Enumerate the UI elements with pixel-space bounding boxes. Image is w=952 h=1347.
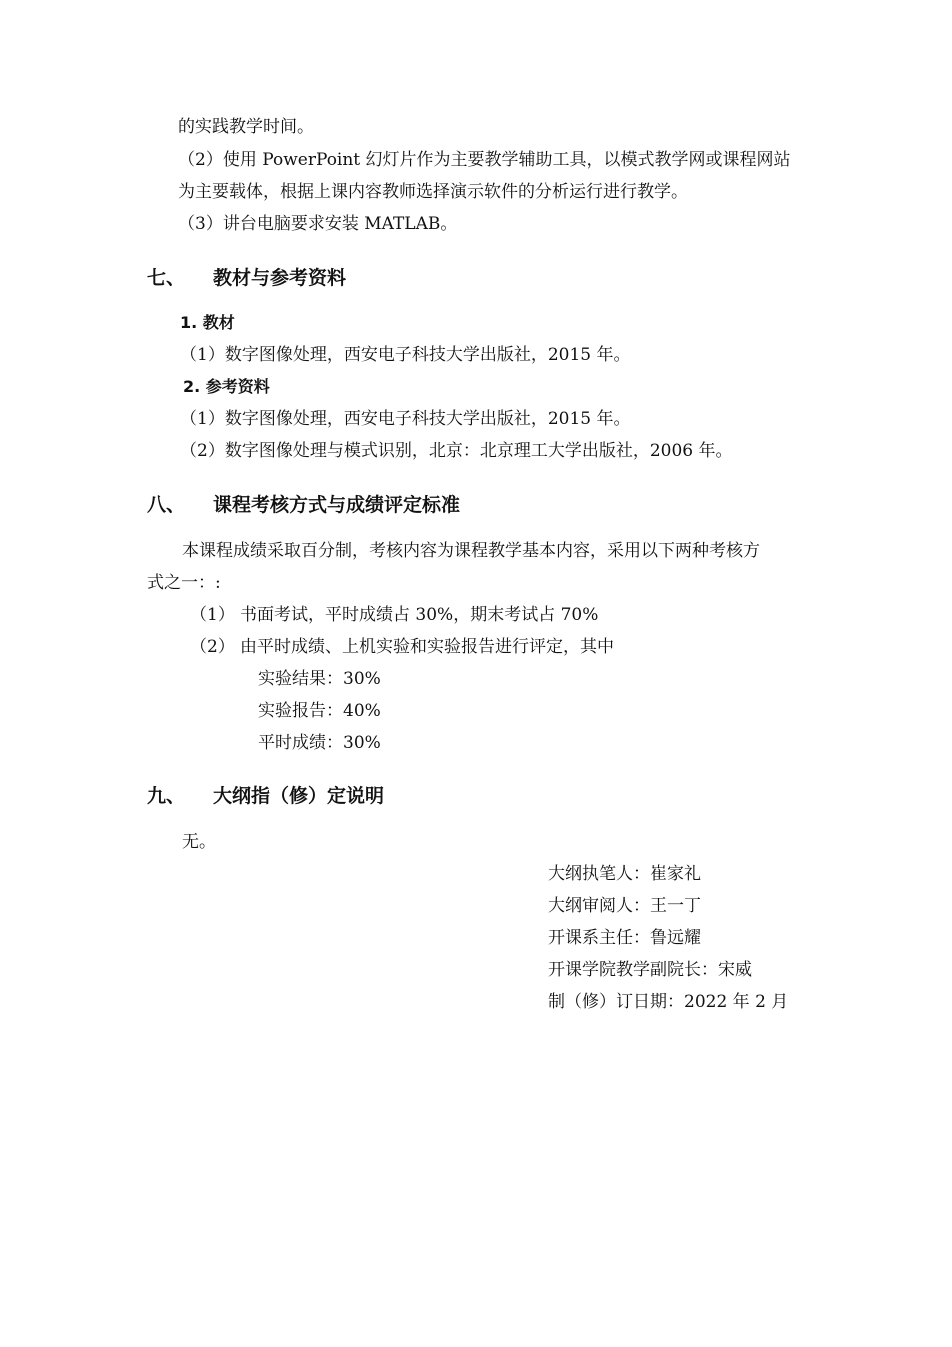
signature-line: 大纲执笔人：崔家礼 bbox=[548, 864, 701, 884]
subsection-heading: 1. 教材 bbox=[180, 313, 235, 332]
reference-item: （1）数字图像处理，西安电子科技大学出版社，2015 年。 bbox=[180, 409, 631, 429]
section-number: 九、 bbox=[147, 785, 186, 807]
section-heading-7 bbox=[147, 266, 346, 290]
paragraph-line: 为主要载体，根据上课内容教师选择演示软件的分析运行进行教学。 bbox=[178, 182, 688, 202]
assessment-item bbox=[190, 604, 598, 626]
grade-breakdown-line: 实验结果：30% bbox=[258, 669, 381, 689]
section-number: 八、 bbox=[147, 494, 186, 516]
section-body: 无。 bbox=[182, 832, 216, 852]
section-heading-9 bbox=[147, 784, 384, 808]
paragraph-line: （3）讲台电脑要求安装 MATLAB。 bbox=[178, 214, 458, 234]
signature-line: 开课学院教学副院长：宋威 bbox=[548, 960, 752, 980]
section-number: 七、 bbox=[147, 267, 186, 289]
grade-breakdown-line: 实验报告：40% bbox=[258, 701, 381, 721]
section-title: 大纲指（修）定说明 bbox=[213, 785, 385, 807]
section-title: 教材与参考资料 bbox=[213, 267, 347, 289]
section-title: 课程考核方式与成绩评定标准 bbox=[213, 494, 461, 516]
grade-breakdown-line: 平时成绩：30% bbox=[258, 733, 381, 753]
item-number: （1） bbox=[190, 605, 235, 625]
item-text: 书面考试，平时成绩占 30%，期末考试占 70% bbox=[240, 605, 599, 625]
paragraph-line: 式之一：: bbox=[147, 573, 221, 593]
reference-item: （1）数字图像处理，西安电子科技大学出版社，2015 年。 bbox=[180, 345, 631, 365]
section-heading-8 bbox=[147, 493, 460, 517]
subsection-heading: 2. 参考资料 bbox=[183, 377, 270, 396]
signature-line: 开课系主任：鲁远耀 bbox=[548, 928, 701, 948]
paragraph-line: 的实践教学时间。 bbox=[178, 117, 314, 137]
paragraph-line: 本课程成绩采取百分制，考核内容为课程教学基本内容，采用以下两种考核方 bbox=[182, 541, 760, 561]
signature-date: 制（修）订日期：2022 年 2 月 bbox=[548, 992, 789, 1012]
reference-item: （2）数字图像处理与模式识别，北京：北京理工大学出版社，2006 年。 bbox=[180, 441, 733, 461]
item-number: （2） bbox=[190, 637, 235, 657]
signature-line: 大纲审阅人：王一丁 bbox=[548, 896, 701, 916]
paragraph-line: （2）使用 PowerPoint 幻灯片作为主要教学辅助工具，以模式教学网或课程网站 bbox=[178, 150, 791, 170]
item-text: 由平时成绩、上机实验和实验报告进行评定，其中 bbox=[240, 637, 614, 657]
assessment-item bbox=[190, 636, 614, 658]
